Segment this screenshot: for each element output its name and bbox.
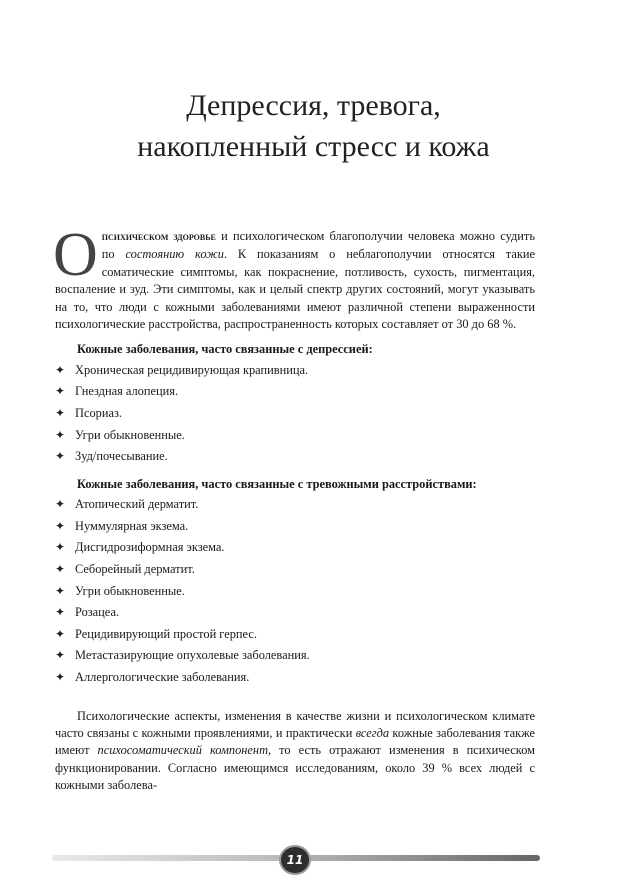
list-item-text: Рецидивирующий простой герпес.	[75, 626, 257, 641]
list-item	[55, 403, 535, 425]
bullet-icon: ✦	[55, 562, 66, 576]
list-item-text: Нуммулярная экзема.	[75, 518, 189, 533]
list-item	[55, 494, 535, 516]
list-item	[55, 602, 535, 624]
closing-italic-1: всегда	[355, 725, 390, 740]
list-item	[55, 381, 535, 403]
chapter-title	[40, 85, 587, 167]
list-item-text: Атопический дерматит.	[75, 497, 199, 512]
list-item-text: Аллергологические заболевания.	[75, 669, 250, 684]
bullet-icon: ✦	[55, 583, 66, 598]
list2-heading: Кожные заболевания, часто связанные с тревожными расстройствами:	[77, 476, 477, 491]
bullet-icon: ✦	[55, 449, 66, 464]
bullet-icon: ✦	[55, 648, 66, 663]
intro-lead-bold: психическом здоровье	[101, 231, 216, 243]
closing-text-2: кожные заболевания также имеют	[55, 725, 536, 758]
list-item	[55, 446, 535, 468]
list1-heading: Кожные заболевания, часто связанные с депрессией:	[77, 342, 373, 357]
bullet-icon: ✦	[55, 362, 66, 377]
list-item-text: Себорейный дерматит.	[75, 562, 195, 576]
bullet-icon: ✦	[55, 497, 66, 512]
closing-text-1: Психологические аспекты, изменения в качестве жизни и психологическом климате часто связаны с кожными проявлениями, и практически	[55, 708, 535, 740]
list-item	[55, 516, 535, 538]
intro-italic: состоянию кожи	[125, 247, 224, 262]
list-item	[55, 425, 535, 447]
list-item	[55, 624, 535, 646]
bullet-icon: ✦	[55, 427, 66, 442]
list-item-text: Дисгидрозиформная экзема.	[75, 540, 225, 555]
list-item	[55, 667, 535, 689]
closing-text-3: , то есть отражают изменения в психическом функционировании. Согласно имеющимся исследованиям, около 39 % всех людей с кожными заболева-	[55, 743, 535, 793]
list-item	[55, 537, 535, 559]
list-item	[55, 559, 535, 581]
list-item-text: Розацеа.	[75, 605, 120, 620]
list-item	[55, 581, 535, 603]
list-item-text: Угри обыкновенные.	[75, 427, 185, 442]
list-item	[55, 645, 535, 667]
chapter-title-line1: Депрессия, тревога,	[186, 89, 441, 122]
list-item-text: Псориаз.	[75, 406, 122, 421]
bullet-icon: ✦	[55, 626, 66, 641]
list-item-text: Метастазирующие опухолевые заболевания.	[75, 648, 310, 663]
bullet-icon: ✦	[55, 540, 66, 555]
intro-text-2: . К показаниям о неблагополучии относятся такие соматические симптомы, как покраснение, потливость, сухость, пигментация, воспаление и зуд. Эти симптомы, как и целый спектр других состояний, могут указывать на то, что люди с кожными заболеваниями имеют различной степени выраженности психологические расстройства, распространенность которых составляет от 30 до 68 %.	[55, 247, 535, 332]
closing-paragraph	[55, 708, 535, 795]
list-item	[55, 360, 535, 382]
intro-paragraph	[53, 221, 535, 333]
closing-italic-2: психосоматический компонент	[97, 743, 269, 758]
chapter-title-line2: накопленный стресс и кожа	[137, 130, 490, 163]
list1	[55, 360, 535, 468]
bullet-icon: ✦	[55, 669, 66, 684]
list-item-text: Угри обыкновенные.	[75, 583, 185, 598]
intro-text-1: и психологическом благополучии человека можно судить по	[101, 229, 535, 262]
bullet-icon: ✦	[55, 384, 66, 399]
list2	[55, 494, 535, 688]
bullet-icon: ✦	[55, 518, 66, 533]
list-item-text: Зуд/почесывание.	[75, 449, 168, 464]
drop-cap: О	[53, 221, 98, 289]
bullet-icon: ✦	[55, 605, 66, 620]
bullet-icon: ✦	[55, 406, 66, 421]
list-item-text: Хроническая рецидивирующая крапивница.	[75, 362, 309, 377]
page-body	[53, 221, 536, 795]
page-number-badge: 11	[279, 845, 311, 875]
list-item-text: Гнездная алопеция.	[75, 384, 179, 399]
